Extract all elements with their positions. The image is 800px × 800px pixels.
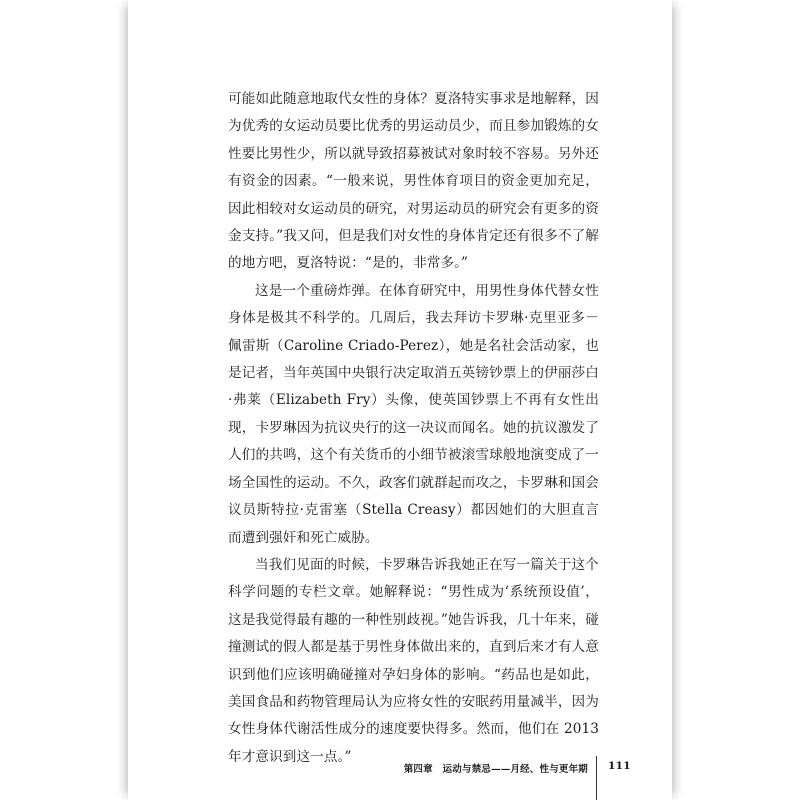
paragraph-continuation: 可能如此随意地取代女性的身体？夏洛特实事求是地解释，因为优秀的女运动员要比优秀的男运动员少，而且参加锻炼的女性要比男性少，所以就导致招募被试对象时较不容易。另外还有资金的因素。“一般来说，男性体育项目的资金更加充足，因此相较对女运动员的研究，对男运动员的研究会有更多的资金支持。”我又问，但是我们对女性的身体肯定还有很多不了解的地方吧，夏洛特说：“是的，非常多。” — [228, 91, 599, 272]
page-footer — [128, 756, 672, 796]
book-page — [128, 0, 672, 800]
body-text — [228, 86, 599, 771]
page-number: 111 — [608, 760, 631, 772]
paragraph-bombshell: 这是一个重磅炸弹。在体育研究中，用男性身体代替女性身体是极其不科学的。几周后，我去拜访卡罗琳·克里亚多－佩雷斯（Caroline Criado-Perez），她是名社会活动家，也是记者，当年英国中央银行决定取消五英镑钞票上的伊丽莎白·弗莱（Elizabeth Fry）头像，使英国钞票上不再有女性出现，卡罗琳因为抗议央行的这一决议而闻名。她的抗议激发了人们的共鸣，这个有关货币的小细节被滚雪球般地演变成了一场全国性的运动。不久，政客们就群起而攻之，卡罗琳和国会议员斯特拉·克雷塞（Stella Creasy）都因她们的大胆直言而遭到强奸和死亡威胁。 — [228, 282, 599, 546]
footer-divider — [596, 756, 597, 800]
running-chapter-title: 第四章 运动与禁忌——月经、性与更年期 — [403, 764, 588, 775]
paragraph-meeting: 当我们见面的时候，卡罗琳告诉我她正在写一篇关于这个科学问题的专栏文章。她解释说：“男性成为‘系统预设值’，这是我觉得最有趣的一种性别歧视。”她告诉我，几十年来，碰撞测试的假人都是基于男性身体做出来的，直到后来才有人意识到他们应该明确碰撞对孕妇身体的影响。“药品也是如此，美国食品和药物管理局认为应将女性的安眠药用量减半，因为女性身体代谢活性成分的速度要快得多。然而，他们在 2013 年才意识到这一点。” — [228, 556, 599, 765]
